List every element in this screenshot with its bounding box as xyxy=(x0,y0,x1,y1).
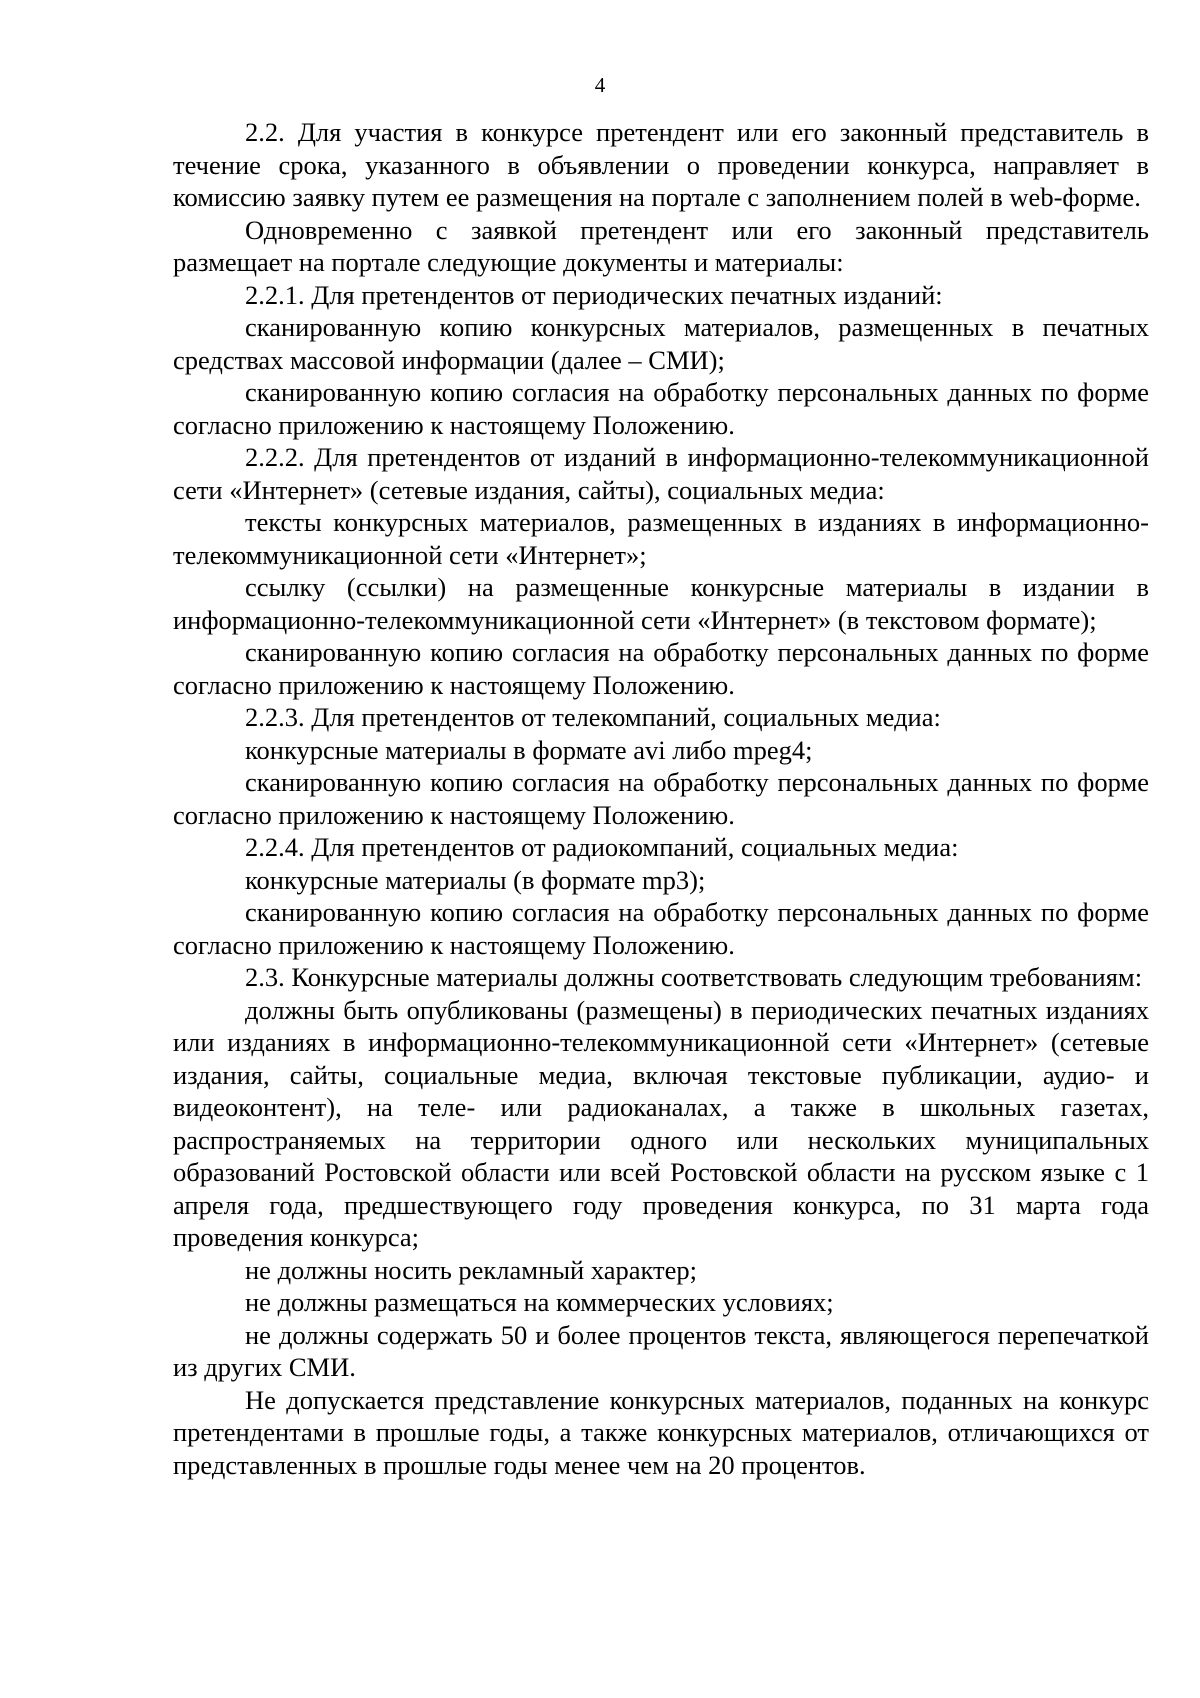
paragraph-no-advertising: не должны носить рекламный характер; xyxy=(245,1254,698,1285)
paragraph-no-reprint: не должны содержать 50 и более процентов текста, являющегося перепечаткой из других СМИ. xyxy=(173,1319,1149,1382)
paragraph-publication-requirement: должны быть опубликованы (размещены) в периодических печатных изданиях или изданиях в информационно-телекоммуникационной сети «Интернет» (сетевые издания, сайты, социальные медиа, включая текстовые публикации, аудио- и видеоконтент), на теле- или радиоканалах, а также в школьных газетах, распространяемых на территории одного или нескольких муниципальных образований Ростовской области или всей Ростовской области на русском языке с 1 апреля года, предшествующего году проведения конкурса, по 31 марта года проведения конкурса; xyxy=(173,994,1149,1252)
paragraph-2-2: 2.2. Для участия в конкурсе претендент или его законный представитель в течение срока, указанного в объявлении о проведении конкурса, направляет в комиссию заявку путем ее размещения на портале с заполнением полей в web-форме. xyxy=(173,117,1149,212)
paragraph-2-2-3: 2.2.3. Для претендентов от телекомпаний, социальных медиа: xyxy=(245,702,941,732)
paragraph-internet-links: ссылку (ссылки) на размещенные конкурсные материалы в издании в информационно-телекоммуникационной сети «Интернет» (в текстовом формате); xyxy=(173,572,1149,635)
paragraph-2-2-4: 2.2.4. Для претендентов от радиокомпаний, социальных медиа: xyxy=(245,832,959,862)
paragraph-audio-format: конкурсные материалы (в формате mp3); xyxy=(245,864,706,895)
paragraph-past-years: Не допускается представление конкурсных материалов, поданных на конкурс претендентами в прошлые годы, а также конкурсных материалов, отличающихся от представленных в прошлые годы менее чем на 20 процентов. xyxy=(173,1384,1149,1480)
paragraph-consent-copy: сканированную копию согласия на обработку персональных данных по форме согласно приложению к настоящему Положению. xyxy=(173,377,1149,440)
paragraph-consent-copy: сканированную копию согласия на обработку персональных данных по форме согласно приложению к настоящему Положению. xyxy=(173,767,1149,830)
paragraph-simultaneous-submission: Одновременно с заявкой претендент или его законный представитель размещает на портале следующие документы и материалы: xyxy=(173,214,1149,277)
paragraph-consent-copy: сканированную копию согласия на обработку персональных данных по форме согласно приложению к настоящему Положению. xyxy=(173,637,1149,700)
paragraph-scanned-print-materials: сканированную копию конкурсных материалов, размещенных в печатных средствах массовой информации (далее – СМИ); xyxy=(173,312,1149,375)
paragraph-internet-texts: тексты конкурсных материалов, размещенных в изданиях в информационно-телекоммуникационной сети «Интернет»; xyxy=(173,507,1149,570)
page-number: 4 xyxy=(594,73,606,97)
paragraph-2-2-1: 2.2.1. Для претендентов от периодических печатных изданий: xyxy=(245,279,943,310)
document-body xyxy=(173,116,1149,1481)
paragraph-video-format: конкурсные материалы в формате avi либо mpeg4; xyxy=(245,734,813,765)
paragraph-consent-copy: сканированную копию согласия на обработку персональных данных по форме согласно приложению к настоящему Положению. xyxy=(173,897,1149,960)
paragraph-2-3: 2.3. Конкурсные материалы должны соответствовать следующим требованиям: xyxy=(245,962,1143,992)
paragraph-no-commercial: не должны размещаться на коммерческих условиях; xyxy=(245,1287,834,1317)
paragraph-2-2-2: 2.2.2. Для претендентов от изданий в информационно-телекоммуникационной сети «Интернет» (сетевые издания, сайты), социальных медиа: xyxy=(173,442,1149,505)
